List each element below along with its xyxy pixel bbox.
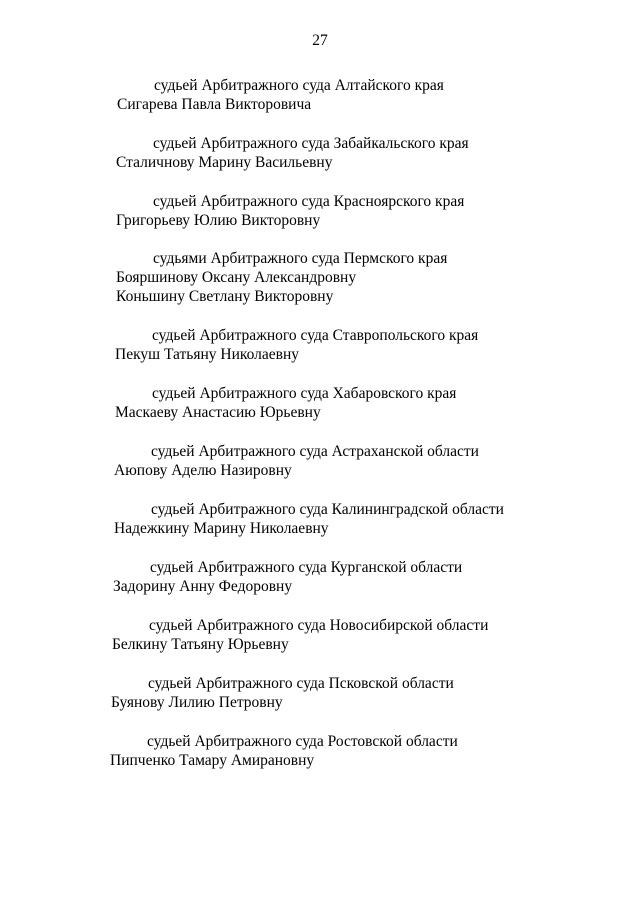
court-line: судьями Арбитражного суда Пермского края	[153, 250, 448, 267]
court-line: судьей Арбитражного суда Ставропольского края	[152, 327, 479, 344]
court-line: судьей Арбитражного суда Ростовской области	[147, 733, 458, 750]
appointment-entry-astrakhan	[114, 442, 479, 480]
judge-name: Сталичнову Марину Васильевну	[116, 154, 333, 171]
judge-name: Маскаеву Анастасию Юрьевну	[115, 404, 321, 421]
court-line: судьей Арбитражного суда Хабаровского края	[152, 385, 457, 402]
appointment-entry-kaliningrad	[114, 500, 504, 538]
judge-name: Пипченко Тамару Амирановну	[110, 752, 315, 769]
judge-name: Сигарева Павла Викторовича	[117, 96, 312, 113]
judge-name: Буянову Лилию Петровну	[111, 694, 283, 711]
judge-name: Аюпову Аделю Назировну	[114, 462, 292, 479]
appointment-entry-altai	[117, 76, 444, 114]
judge-name: Надежкину Марину Николаевну	[114, 520, 329, 537]
judge-name: Пекуш Татьяну Николаевну	[115, 346, 300, 363]
appointment-entry-rostov	[110, 732, 458, 770]
appointment-entry-perm	[116, 249, 447, 306]
court-line: судьей Арбитражного суда Астраханской области	[151, 443, 479, 460]
appointment-entry-krasnoyarsk	[116, 192, 464, 230]
appointment-entry-stavropol	[115, 326, 478, 364]
appointment-entry-novosibirsk	[112, 616, 488, 654]
appointment-entry-zabaikalsky	[116, 134, 469, 172]
court-line: судьей Арбитражного суда Красноярского края	[153, 193, 465, 210]
judge-name: Григорьеву Юлию Викторовну	[116, 212, 321, 229]
judge-name: Коньшину Светлану Викторовну	[116, 288, 334, 305]
court-line: судьей Арбитражного суда Алтайского края	[154, 77, 444, 94]
court-line: судьей Арбитражного суда Калининградской области	[151, 501, 504, 518]
judge-name: Задорину Анну Федоровну	[113, 578, 293, 595]
court-line: судьей Арбитражного суда Псковской области	[148, 675, 454, 692]
appointment-entry-pskov	[111, 674, 454, 712]
judge-name: Бояршинову Оксану Александровну	[116, 269, 357, 286]
appointment-entry-khabarovsk	[115, 384, 456, 422]
court-line: судьей Арбитражного суда Курганской области	[150, 559, 463, 576]
page-number: 27	[312, 32, 328, 49]
appointment-entry-kurgan	[113, 558, 462, 596]
judge-name: Белкину Татьяну Юрьевну	[112, 636, 289, 653]
court-line: судьей Арбитражного суда Забайкальского края	[153, 135, 469, 152]
court-line: судьей Арбитражного суда Новосибирской области	[149, 617, 489, 634]
